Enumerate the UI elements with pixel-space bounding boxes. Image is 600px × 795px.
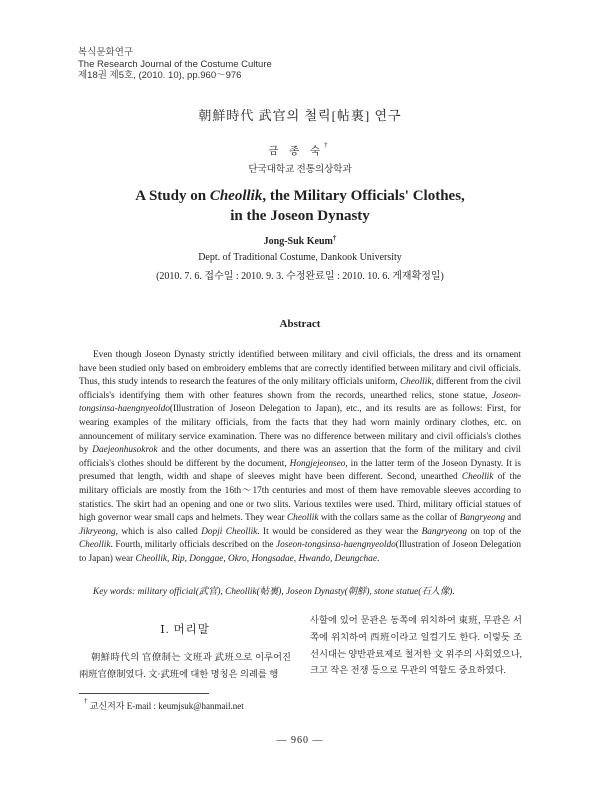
- english-title-part1: A Study on: [135, 188, 210, 204]
- english-title-line2: in the Joseon Dynasty: [230, 208, 370, 224]
- english-author: Jong-Suk Keum: [263, 236, 333, 247]
- english-title-italic: Cheollik: [209, 188, 263, 204]
- corresponding-author-mark: †: [324, 141, 332, 149]
- korean-title: 朝鮮時代 武官의 철릭[帖裏] 연구: [198, 108, 402, 123]
- english-author-mark: †: [332, 234, 337, 242]
- abstract-body: Even though Joseon Dynasty strictly identified between military and civil officials, the dress and its ornament have been studied only based on embroidery emblems that are correctly identified between military and civil officials. Thus, this study intends to research the features of the only military officials uniform, Cheollik, different from the civil officials's identifying them with other features shown from the records, unearthed relics, stone statue, Joseon-tongsinsa-haengnyeoldo(Illustration of Joseon Delegation to Japan), etc., and its results are as follows: First, for wearing examples of the military officials, from the facts that they had worn mainly ordinary clothes, etc. on announcement of military service examination. There was no difference between military and civil officials's clothes by Daejeonhusokrok and the other documents, and there was an assertion that the form of the military and civil officials's clothes should be different by the document, Hongjejeonseo, in the latter term of the Joseon Dynasty. It is presumed that length, width and shape of sleeves might have been different. Second, unearthed Cheollik of the military officials are mostly from the 16th～17th centuries and most of them have removable sleeves according to statistics. The skirt had an opening and one or two slits. Various textiles were used. Third, military official statues of high governor wear small caps and helmets. They wear Cheollik with the collars same as the collar of Bangryeong and Jikryeong, which is also called Dopji Cheollik. It would be considered as they wear the Bangryeong on top of the Cheollik. Fourth, militarly officials described on the Joseon-tongsinsa-haengnyeoldo(Illustration of Joseon Delegation to Japan) wear Cheollik, Rip, Donggae, Okro, Hongsadae, Hwando, Deungchae.: [79, 350, 521, 564]
- journal-korean-name: 복식문화연구: [78, 47, 134, 58]
- footnote: [84, 699, 244, 712]
- english-title-part2: , the Military Officials' Clothes,: [262, 188, 465, 204]
- keywords: Key words: military official(武官), Cheollik(帖裏), Joseon Dynasty(朝鮮), stone statue(石人像).: [93, 587, 455, 597]
- abstract-title: Abstract: [279, 318, 321, 330]
- journal-issue: 제18권 제5호, (2010. 10), pp.960～976: [78, 70, 242, 81]
- right-column: [310, 613, 522, 680]
- korean-author-line: [0, 143, 600, 158]
- journal-english-name: The Research Journal of the Costume Culture: [78, 58, 272, 70]
- section-paragraph-right: 사할에 있어 문관은 동쪽에 위치하여 東班, 무관은 서쪽에 위치하여 西班이라고 일컬기도 한다. 이렇듯 조선시대는 양반관료제로 철저한 文 위주의 사회였으나, 크고 작은 전쟁 등으로 무관의 역할도 중요하였다.: [310, 616, 522, 677]
- korean-affiliation: 단국대학교 전통의상학과: [248, 165, 352, 175]
- section-paragraph-left: 朝鮮時代의 官僚制는 文班과 武班으로 이루어진 兩班官僚制였다. 文·武班에 대한 명칭은 의례를 행: [79, 653, 291, 680]
- footnote-text: 교신저자 E-mail : keumjsuk@hanmail.net: [89, 701, 244, 711]
- korean-author: 금 종 숙: [268, 146, 325, 157]
- footnote-divider: [79, 693, 209, 694]
- journal-header: [78, 47, 272, 82]
- english-author-line: [0, 236, 600, 247]
- english-affiliation: Dept. of Traditional Costume, Dankook University: [198, 252, 402, 263]
- page-number: — 960 —: [276, 735, 324, 746]
- footnote-mark: †: [84, 697, 88, 705]
- submission-dates: (2010. 7. 6. 접수일 : 2010. 9. 3. 수정완료일 : 2010. 10. 6. 게재확정일): [156, 271, 444, 282]
- section-heading: Ⅰ. 머리말: [160, 624, 210, 636]
- left-column: [79, 621, 291, 684]
- english-title: [0, 186, 600, 226]
